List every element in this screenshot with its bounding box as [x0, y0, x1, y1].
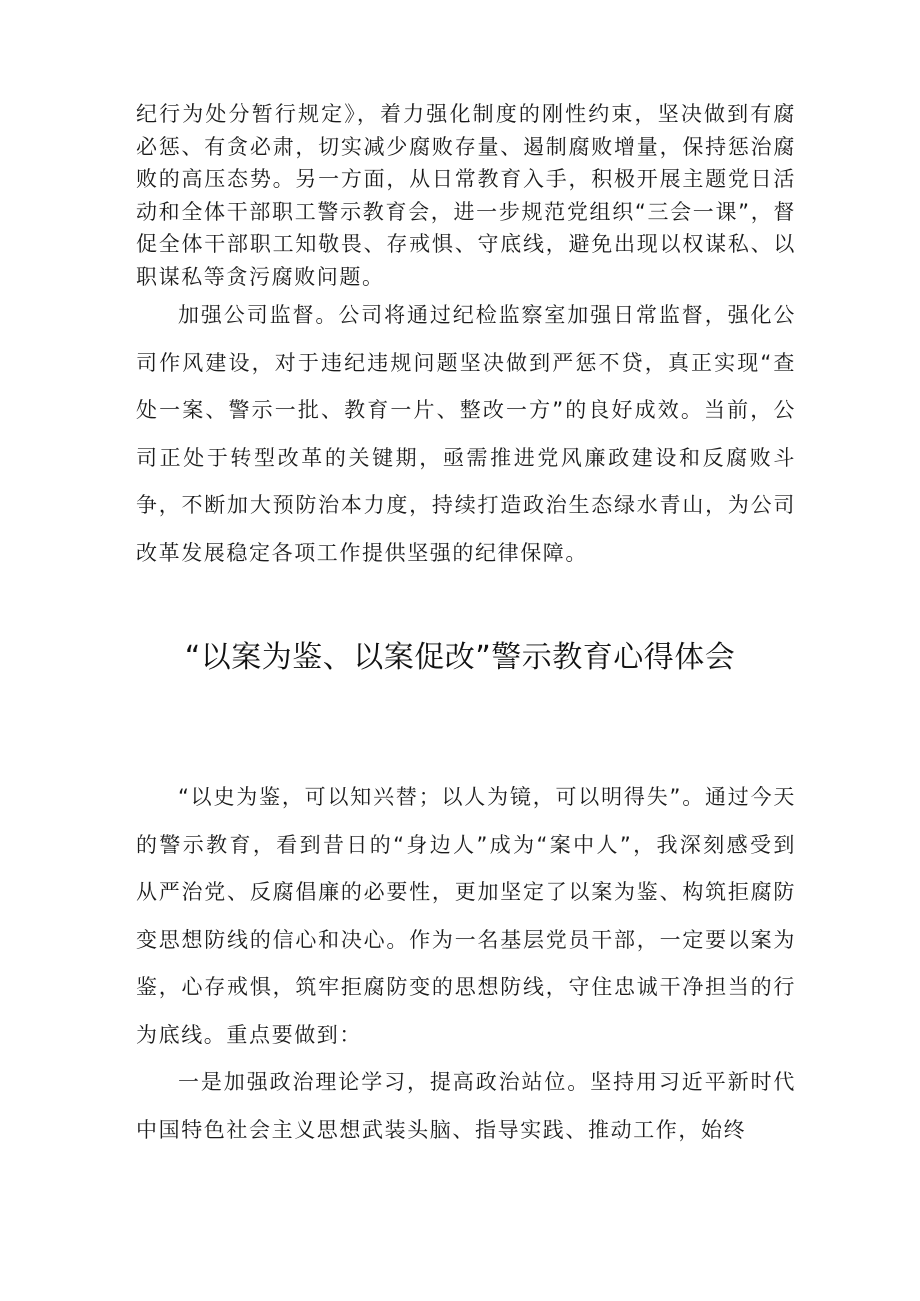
intro-paragraph: “以史为鉴，可以知兴替；以人为镜，可以明得失”。通过今天的警示教育，看到昔日的“身边人”成为“案中人”，我深刻感受到从严治党、反腐倡廉的必要性，更加坚定了以案为鉴、构筑拒腐防变思想防线的信心和决心。作为一名基层党员干部，一定要以案为鉴，心存戒惧，筑牢拒腐防变的思想防线，守住忠诚干净担当的行为底线。重点要做到：	[136, 785, 796, 1047]
supervision-block	[136, 292, 796, 577]
continuation-block	[136, 98, 796, 293]
supervision-paragraph: 加强公司监督。公司将通过纪检监察室加强日常监督，强化公司作风建设，对于违纪违规问题坚决做到严惩不贷，真正实现“查处一案、警示一批、教育一片、整改一方”的良好成效。当前，公司正处于转型改革的关键期，亟需推进党风廉政建设和反腐败斗争，不断加大预防治本力度，持续打造政治生态绿水青山，为公司改革发展稳定各项工作提供坚强的纪律保障。	[136, 303, 796, 565]
point-one-paragraph: 一是加强政治理论学习，提高政治站位。坚持用习近平新时代中国特色社会主义思想武装头脑、指导实践、推动工作，始终	[136, 1070, 796, 1142]
article-title: “以案为鉴、以案促改”警示教育心得体会	[184, 640, 736, 675]
continuation-paragraph: 纪行为处分暂行规定》，着力强化制度的刚性约束，坚决做到有腐必惩、有贪必肃，切实减少腐败存量、遏制腐败增量，保持惩治腐败的高压态势。另一方面，从日常教育入手，积极开展主题党日活动和全体干部职工警示教育会，进一步规范党组织“三会一课”，督促全体干部职工知敬畏、存戒惧、守底线，避免出现以权谋私、以职谋私等贪污腐败问题。	[136, 102, 796, 289]
article-body	[136, 774, 796, 1154]
